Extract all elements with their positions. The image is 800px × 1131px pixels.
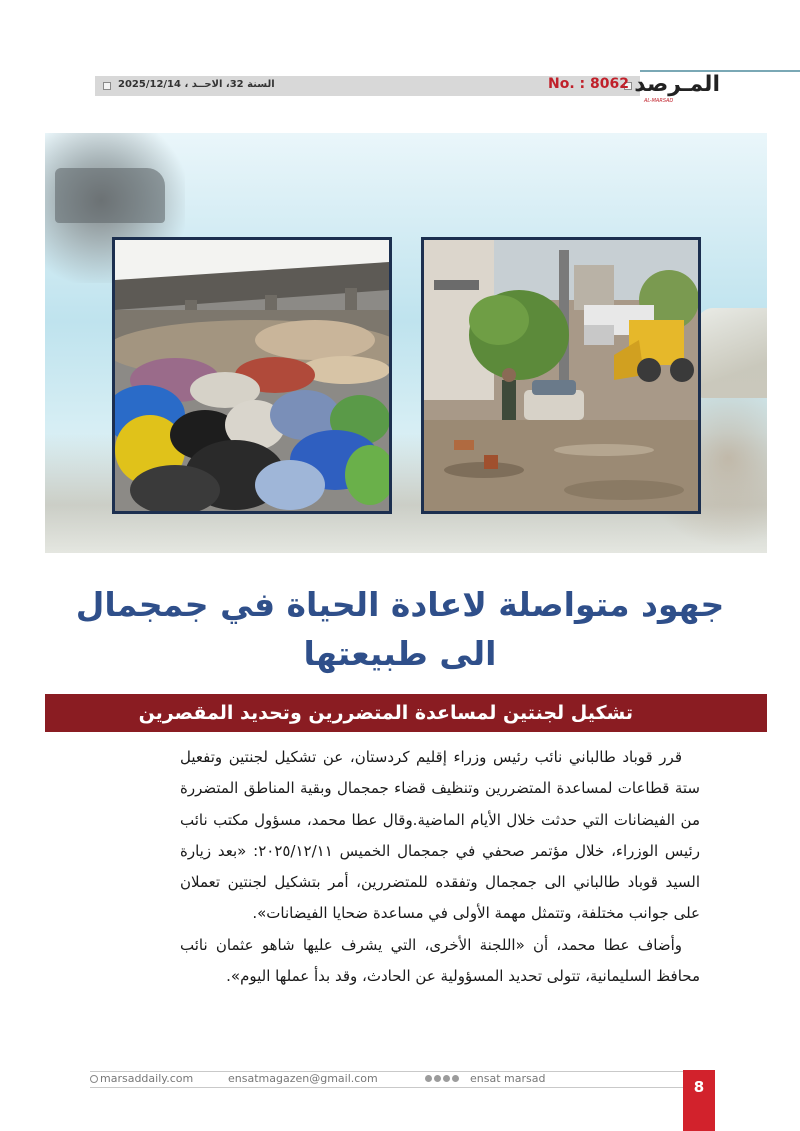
- globe-icon: [90, 1075, 98, 1083]
- article-body: [180, 742, 700, 992]
- paragraph: وأضاف عطا محمد، أن «اللجنة الأخرى، التي يشرف عليها شاهو عثمان نائب محافظ السليمانية، تتولى تحديد المسؤولية عن الحادث، وقد بدأ عملها اليوم».: [180, 935, 700, 986]
- flooded-street-illustration: [424, 240, 698, 511]
- issue-number: No. : 8062: [548, 76, 629, 92]
- social-icons: [425, 1075, 459, 1082]
- hero-banner: [45, 133, 767, 553]
- logo: [634, 72, 722, 104]
- article-title-line-2: الى طبيعتها: [303, 634, 497, 673]
- website-text: marsaddaily.com: [100, 1072, 194, 1085]
- photo-damaged-belongings: [112, 237, 392, 514]
- issue-date: السنة 32، الاحــد ، 2025/12/14: [118, 79, 275, 90]
- footer-email[interactable]: ensatmagazen@gmail.com: [228, 1072, 378, 1085]
- logo-latin-text: AL-MARSAD: [644, 98, 674, 104]
- instagram-icon[interactable]: [443, 1075, 450, 1082]
- header-square-icon: [103, 82, 111, 90]
- youtube-icon[interactable]: [452, 1075, 459, 1082]
- footer-divider-bottom: [90, 1087, 690, 1088]
- article-title-line-1: جهود متواصلة لاعادة الحياة في جمجمال: [75, 585, 725, 624]
- subheading-bar: [45, 694, 767, 732]
- background-car-image: [697, 308, 767, 398]
- page-number-box: [683, 1070, 715, 1131]
- facebook-icon[interactable]: [425, 1075, 432, 1082]
- paragraph: قرر قوباد طالباني نائب رئيس وزراء إقليم كردستان، عن تشكيل لجنتين وتفعيل ستة قطاعات لمساعدة المتضررين وتنظيف قضاء جمجمال وبقية المناطق المتضررة من الفيضانات التي حدثت خلال الأيام الماضية.وقال عطا محمد، مسؤول مكتب نائب رئيس الوزراء، خلال مؤتمر صحفي في جمجمال الخميس ٢٠٢٥/١٢/١١: «بعد زيارة السيد قوباد طالباني الى جمجمال وتفقده للمتضررين، أمر بتشكيل لجنتين تعملان على جوانب مختلفة، وتتمثل مهمة الأولى في مساعدة ضحايا الفيضانات».: [180, 748, 700, 923]
- background-tractor-shape: [55, 168, 165, 223]
- logo-text: المـرصد: [634, 72, 720, 97]
- damaged-belongings-illustration: [115, 240, 389, 511]
- photo-flooded-street: [421, 237, 701, 514]
- footer-website[interactable]: [90, 1072, 193, 1085]
- twitter-icon[interactable]: [434, 1075, 441, 1082]
- footer-social-handle[interactable]: ensat marsad: [470, 1072, 546, 1085]
- subheading: تشكيل لجنتين لمساعدة المتضررين وتحديد المقصرين: [138, 702, 633, 724]
- page-number: 8: [693, 1078, 705, 1096]
